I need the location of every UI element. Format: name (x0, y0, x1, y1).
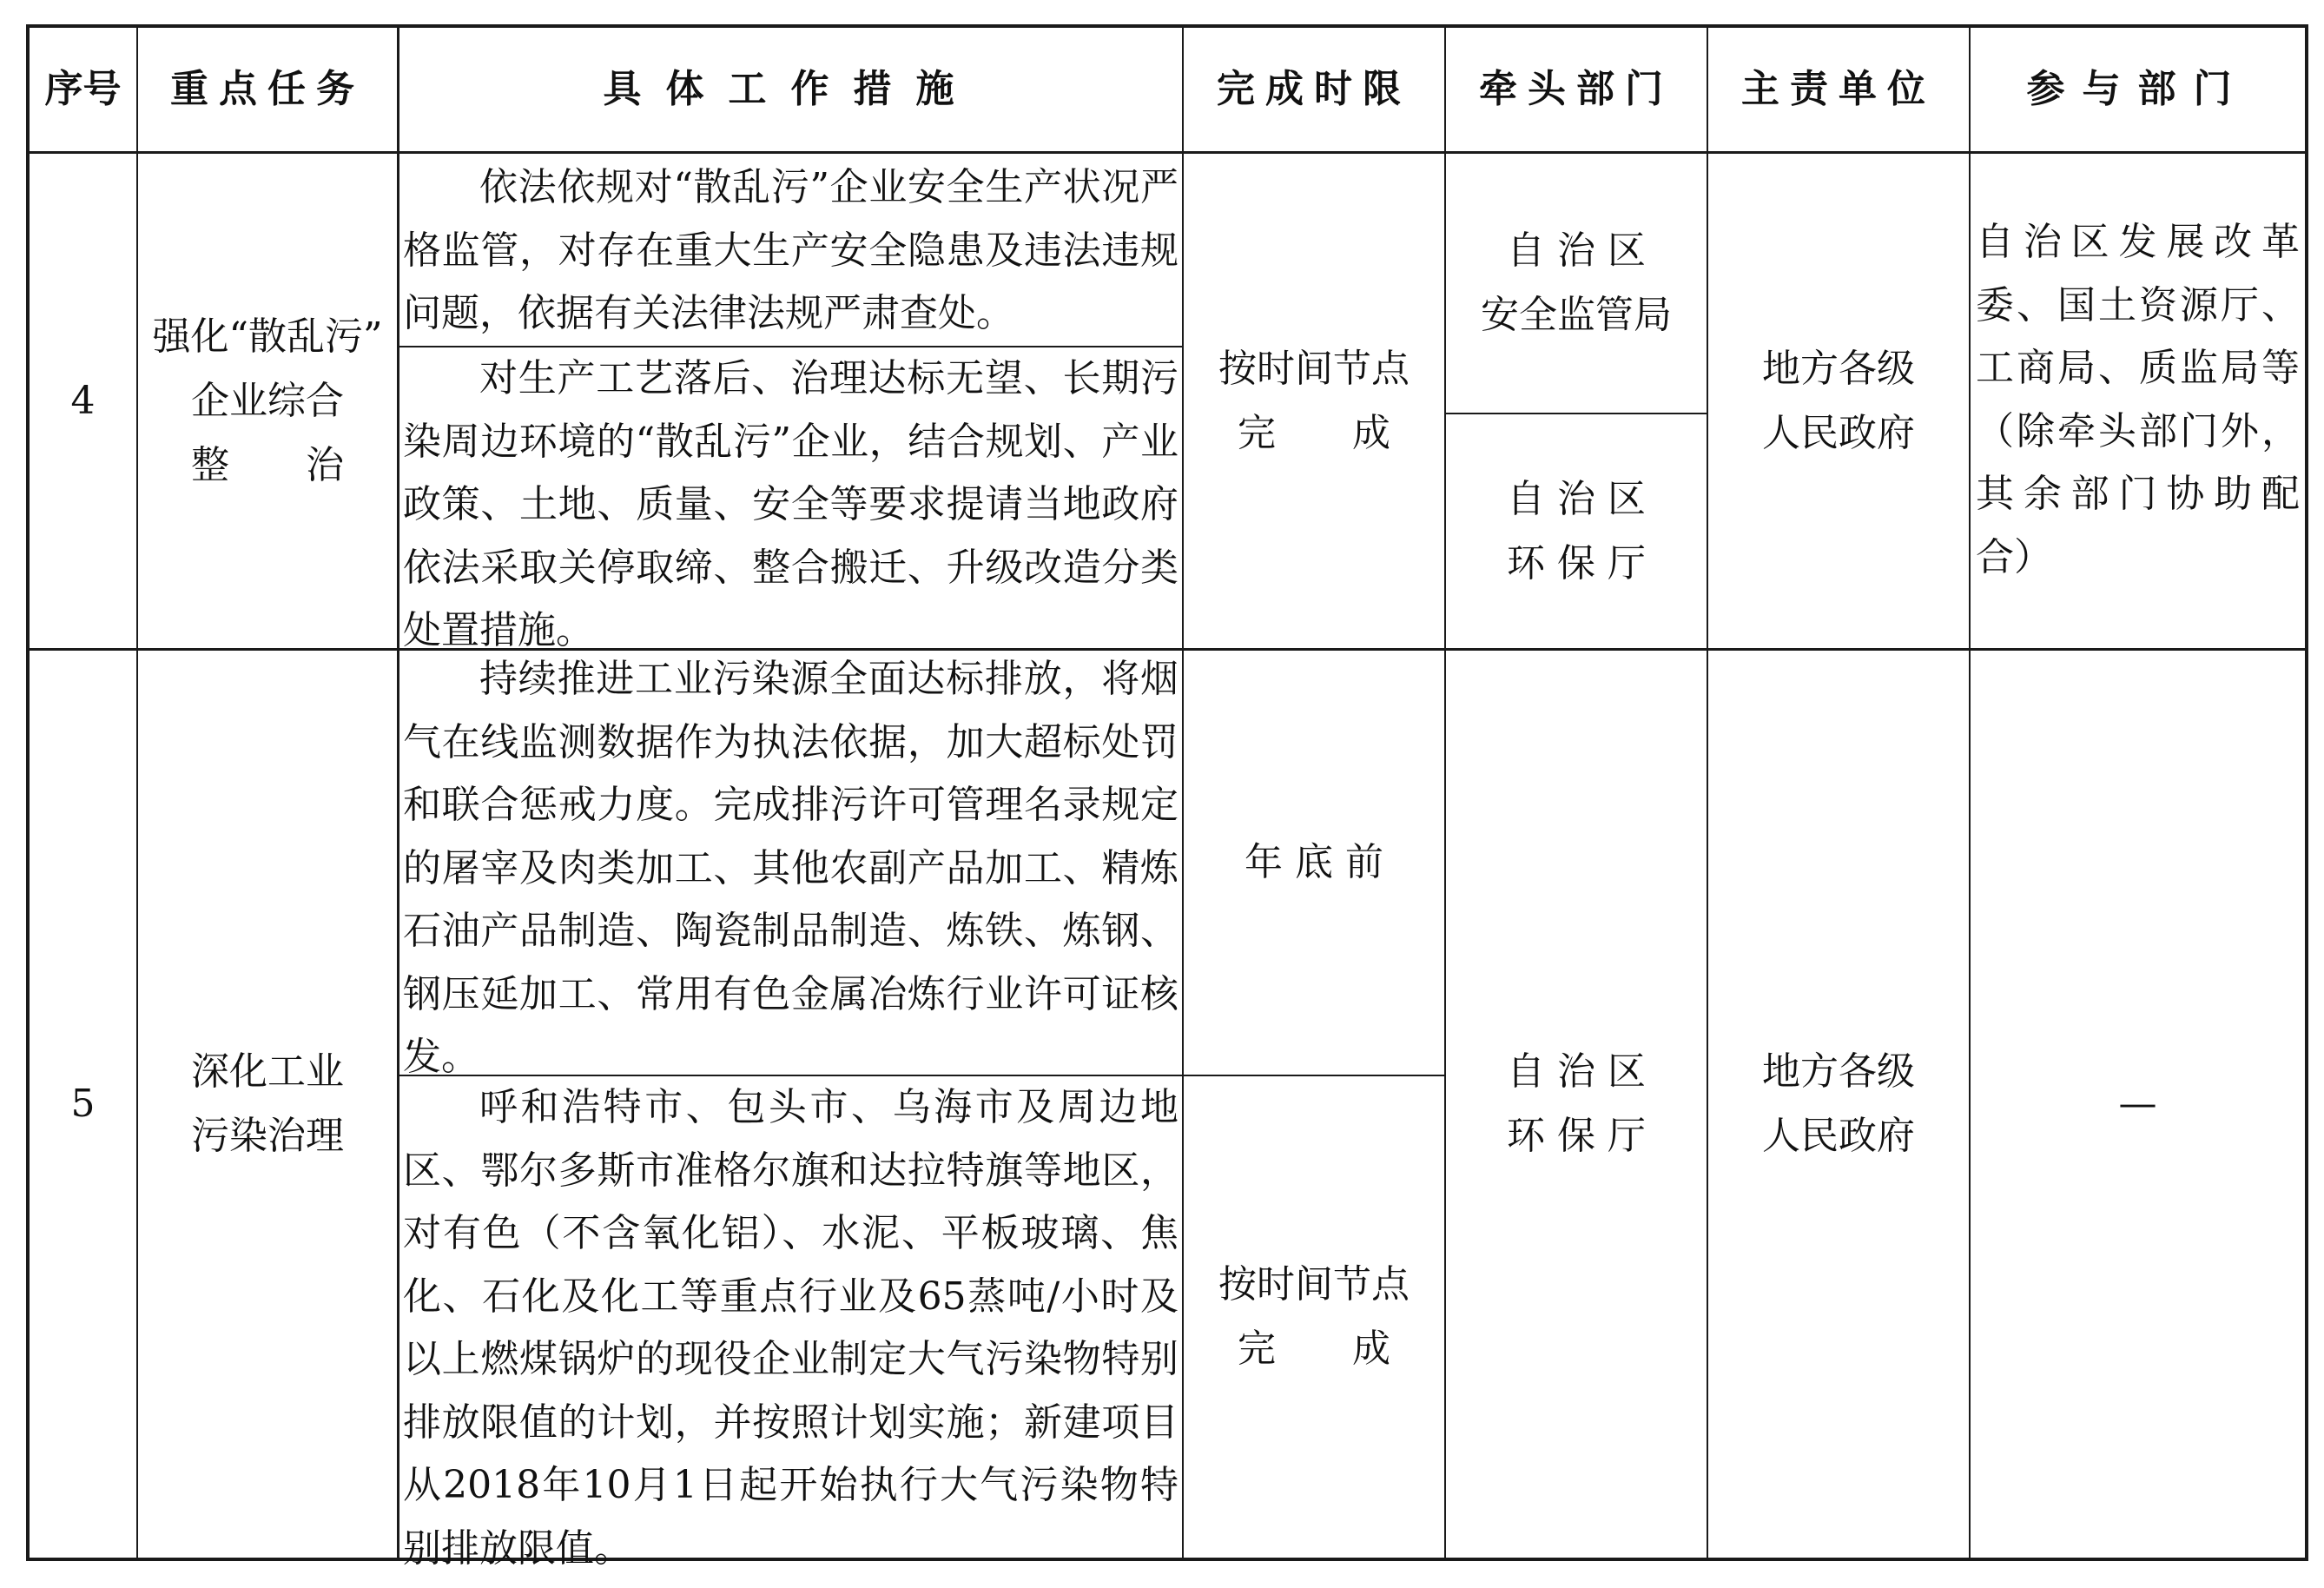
row4-responsible (1708, 154, 1969, 648)
row5-lead (1446, 651, 1707, 1558)
row4-responsible-line2: 人民政府 (1762, 410, 1915, 455)
row5-deadline2-line1: 按时间节点 (1218, 1262, 1410, 1307)
row5-measure2: 呼和浩特市、包头市、乌海市及周边地区、鄂尔多斯市准格尔旗和达拉特旗等地区，对有色（不含氧化铝）、水泥、平板玻璃、焦化、石化及化工等重点行业及65蒸吨/小时及以上燃煤锅炉的现役企业制定大气污染物特别排放限值的计划，并按照计划实施；新建项目从2018年10月1日起开始执行大气污染物特别排放限值。 (403, 1085, 1179, 1571)
row4-lead1-line1: 自 治 区 (1507, 228, 1646, 273)
row5-deadline2-line2: 完 成 (1238, 1327, 1390, 1371)
row4-responsible-line1: 地方各级 (1762, 346, 1915, 391)
header-responsible: 主责单位 (1741, 67, 1936, 111)
row5-deadline2 (1184, 1076, 1444, 1558)
header-participants: 参与部门 (2026, 67, 2249, 111)
row4-deadline-line2: 完 成 (1238, 410, 1390, 455)
row5-responsible-line1: 地方各级 (1762, 1049, 1915, 1094)
row5-lead-line2: 环 保 厅 (1507, 1114, 1646, 1158)
header-measures: 具体工作措施 (603, 67, 979, 111)
table-border-bottom (26, 1558, 2308, 1561)
row5-task-line1: 深化工业 (191, 1049, 344, 1094)
row4-deadline-line1: 按时间节点 (1218, 346, 1410, 391)
row4-lead2 (1446, 414, 1707, 648)
header-deadline: 完成时限 (1217, 67, 1411, 111)
row5-task-line2: 污染治理 (191, 1114, 344, 1158)
header-lead-dept: 牵头部门 (1479, 67, 1674, 111)
row5-responsible (1708, 651, 1969, 1558)
header-task: 重点任务 (170, 67, 365, 111)
row4-measure1: 依法依规对“散乱污”企业安全生产状况严格监管，对存在重大生产安全隐患及违法违规问题，依据有关法律法规严肃查处。 (403, 165, 1179, 335)
row5-index: 5 (70, 1082, 96, 1126)
table-border-right (2305, 24, 2308, 1561)
row4-task (138, 154, 397, 648)
header-index: 序号 (44, 67, 122, 111)
row4-lead1-line2: 安全监管局 (1481, 293, 1672, 337)
row5-lead-line1: 自 治 区 (1507, 1049, 1646, 1094)
row4-measure2: 对生产工艺落后、治理达标无望、长期污染周边环境的“散乱污”企业，结合规划、产业政策、土地、质量、安全等要求提请当地政府依法采取关停取缔、整合搬迁、升级改造分类处置措施。 (403, 356, 1179, 652)
row4-participants: 自治区发展改革委、国土资源厅、工商局、质监局等（除牵头部门外，其余部门协助配合） (1976, 220, 2300, 579)
row4-index: 4 (70, 378, 96, 423)
row4-lead1 (1446, 154, 1707, 413)
row4-lead2-line1: 自 治 区 (1507, 476, 1646, 521)
row5-measure1: 持续推进工业污染源全面达标排放，将烟气在线监测数据作为执法依据，加大超标处罚和联合惩戒力度。完成排污许可管理名录规定的屠宰及肉类加工、其他农副产品加工、精炼石油产品制造、陶瓷制品制造、炼铁、炼钢、钢压延加工、常用有色金属冶炼行业许可证核发。 (403, 657, 1179, 1079)
row5-responsible-line2: 人民政府 (1762, 1114, 1915, 1158)
row4-task-line2: 企业综合 (191, 378, 344, 423)
row4-task-line3: 整 治 (191, 442, 344, 487)
row5-task (138, 651, 397, 1558)
row4-task-line1: 强化“散乱污” (152, 314, 383, 359)
row5-participants: — (2118, 1082, 2157, 1126)
row4-lead2-line2: 环 保 厅 (1507, 540, 1646, 586)
row4-deadline (1184, 154, 1444, 648)
row5-deadline1: 年 底 前 (1245, 840, 1383, 884)
